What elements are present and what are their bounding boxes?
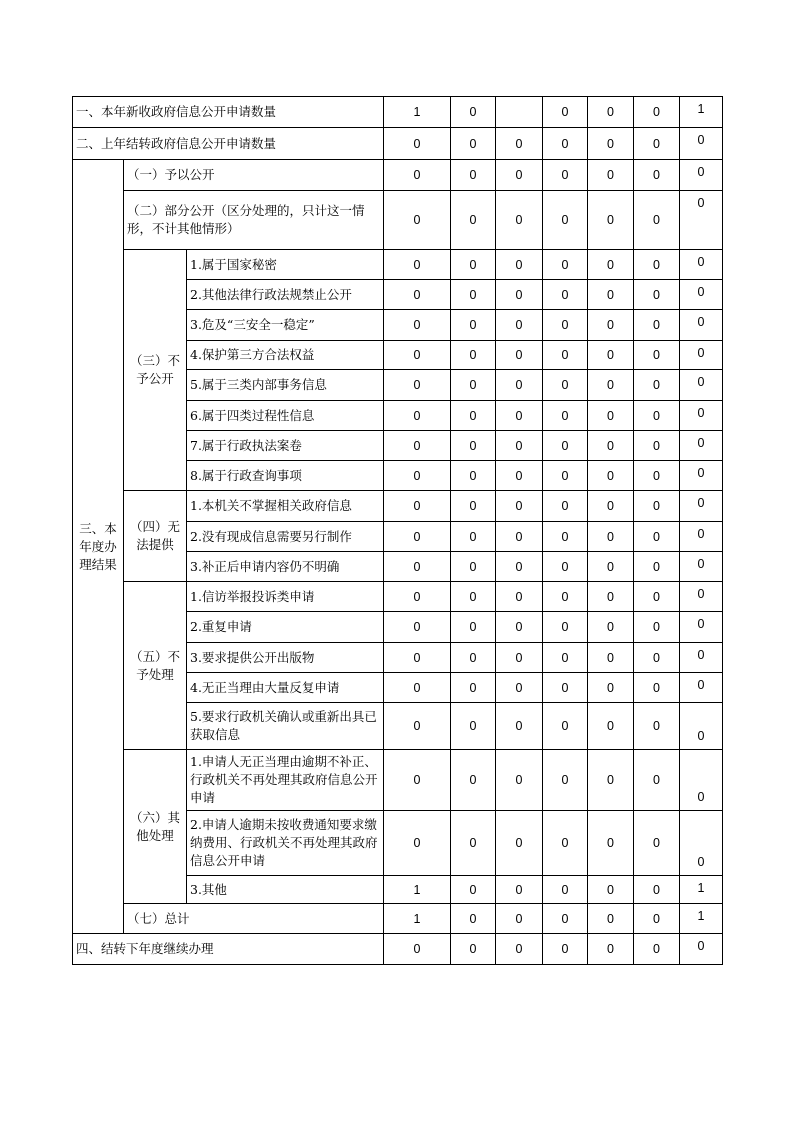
- table-row: [73, 904, 723, 934]
- value-cell: 0: [451, 191, 496, 250]
- value-cell: 0: [451, 491, 496, 522]
- row-label: 1.属于国家秘密: [187, 250, 384, 280]
- value-cell: 0: [496, 582, 543, 612]
- value-cell: 0: [680, 461, 723, 491]
- value-cell: 0: [588, 280, 634, 310]
- value-cell: 0: [543, 191, 588, 250]
- group-label: （三）不予公开: [124, 250, 187, 491]
- value-cell: 0: [451, 904, 496, 934]
- row-label: 5.要求行政机关确认或重新出具已获取信息: [187, 703, 384, 750]
- value-cell: 0: [634, 673, 680, 703]
- value-cell: 0: [588, 250, 634, 280]
- row-label: 1.信访举报投诉类申请: [187, 582, 384, 612]
- value-cell: 0: [543, 491, 588, 522]
- value-cell: 0: [680, 401, 723, 431]
- row-label: 2.申请人逾期未按收费通知要求缴纳费用、行政机关不再处理其政府信息公开申请: [187, 811, 384, 876]
- value-cell: 0: [634, 191, 680, 250]
- value-cell: 0: [588, 341, 634, 370]
- value-cell: 0: [680, 191, 723, 250]
- value-cell: 0: [543, 370, 588, 401]
- row-label: （七）总计: [124, 904, 384, 934]
- value-cell: 0: [680, 431, 723, 461]
- value-cell: 0: [451, 341, 496, 370]
- row-label: （二）部分公开（区分处理的，只计这一情形，不计其他情形）: [124, 191, 384, 250]
- group-label: （四）无法提供: [124, 491, 187, 582]
- value-cell: 0: [451, 160, 496, 191]
- value-cell: 0: [588, 160, 634, 191]
- value-cell: 0: [384, 582, 451, 612]
- table-row: [73, 934, 723, 965]
- row-label: 8.属于行政查询事项: [187, 461, 384, 491]
- section-3-label: 三、本年度办理结果: [73, 160, 124, 934]
- value-cell: 0: [384, 128, 451, 160]
- value-cell: 0: [496, 341, 543, 370]
- value-cell: 0: [543, 461, 588, 491]
- group-label: （六）其他处理: [124, 750, 187, 904]
- value-cell: 0: [384, 250, 451, 280]
- row-label: 4.保护第三方合法权益: [187, 341, 384, 370]
- value-cell: 0: [634, 370, 680, 401]
- value-cell: 0: [496, 128, 543, 160]
- value-cell: 0: [451, 934, 496, 965]
- value-cell: 0: [384, 401, 451, 431]
- value-cell: 0: [588, 552, 634, 582]
- value-cell: 0: [543, 160, 588, 191]
- value-cell: 0: [451, 612, 496, 643]
- value-cell: 0: [680, 341, 723, 370]
- row-label: 1.申请人无正当理由逾期不补正、行政机关不再处理其政府信息公开申请: [187, 750, 384, 811]
- value-cell: 0: [543, 934, 588, 965]
- value-cell: 0: [634, 431, 680, 461]
- value-cell: 0: [384, 491, 451, 522]
- value-cell: 0: [451, 280, 496, 310]
- value-cell: 0: [680, 491, 723, 522]
- value-cell: 0: [680, 310, 723, 341]
- value-cell: 0: [588, 128, 634, 160]
- value-cell: 0: [496, 904, 543, 934]
- row-label: 3.补正后申请内容仍不明确: [187, 552, 384, 582]
- value-cell: 0: [496, 703, 543, 750]
- value-cell: 0: [543, 250, 588, 280]
- value-cell: 0: [384, 461, 451, 491]
- value-cell: 0: [543, 582, 588, 612]
- value-cell: 0: [496, 552, 543, 582]
- value-cell: 0: [634, 160, 680, 191]
- value-cell: 0: [496, 643, 543, 673]
- value-cell: 0: [451, 310, 496, 341]
- value-cell: 0: [680, 643, 723, 673]
- value-cell: 1: [384, 876, 451, 904]
- value-cell: 0: [384, 643, 451, 673]
- value-cell: 0: [543, 904, 588, 934]
- value-cell: 0: [384, 191, 451, 250]
- table-row: [73, 582, 723, 612]
- value-cell: 0: [588, 612, 634, 643]
- value-cell: 0: [384, 341, 451, 370]
- value-cell: 0: [634, 280, 680, 310]
- value-cell: 0: [496, 160, 543, 191]
- value-cell: 0: [543, 750, 588, 811]
- value-cell: 0: [680, 811, 723, 876]
- row-label: 一、本年新收政府信息公开申请数量: [73, 97, 384, 128]
- value-cell: 0: [496, 811, 543, 876]
- value-cell: 0: [634, 904, 680, 934]
- value-cell: 0: [680, 582, 723, 612]
- value-cell: 0: [384, 703, 451, 750]
- row-label: 四、结转下年度继续办理: [73, 934, 384, 965]
- value-cell: 0: [451, 582, 496, 612]
- value-cell: 0: [451, 461, 496, 491]
- value-cell: 0: [634, 310, 680, 341]
- value-cell: 0: [680, 280, 723, 310]
- value-cell: 0: [384, 160, 451, 191]
- value-cell: 0: [543, 643, 588, 673]
- value-cell: 0: [543, 401, 588, 431]
- table-row: [73, 160, 723, 191]
- value-cell: 0: [588, 370, 634, 401]
- value-cell: 0: [384, 673, 451, 703]
- value-cell: 0: [451, 370, 496, 401]
- value-cell: 1: [384, 97, 451, 128]
- value-cell: 0: [384, 431, 451, 461]
- value-cell: 0: [496, 876, 543, 904]
- value-cell: 0: [588, 934, 634, 965]
- value-cell: 0: [543, 876, 588, 904]
- value-cell: 0: [634, 552, 680, 582]
- value-cell: 0: [634, 876, 680, 904]
- value-cell: 0: [634, 643, 680, 673]
- row-label: 7.属于行政执法案卷: [187, 431, 384, 461]
- value-cell: 0: [496, 310, 543, 341]
- value-cell: [496, 97, 543, 128]
- value-cell: 0: [451, 643, 496, 673]
- value-cell: 0: [451, 522, 496, 552]
- value-cell: 0: [496, 191, 543, 250]
- value-cell: 0: [634, 341, 680, 370]
- row-label: 2.其他法律行政法规禁止公开: [187, 280, 384, 310]
- value-cell: 0: [496, 612, 543, 643]
- value-cell: 1: [680, 904, 723, 934]
- value-cell: 0: [680, 128, 723, 160]
- value-cell: 0: [451, 431, 496, 461]
- value-cell: 0: [680, 703, 723, 750]
- value-cell: 0: [680, 934, 723, 965]
- value-cell: 0: [680, 750, 723, 811]
- value-cell: 0: [588, 522, 634, 552]
- value-cell: 0: [451, 250, 496, 280]
- value-cell: 0: [634, 703, 680, 750]
- table-row: [73, 491, 723, 522]
- value-cell: 0: [588, 582, 634, 612]
- row-label: 二、上年结转政府信息公开申请数量: [73, 128, 384, 160]
- value-cell: 0: [588, 97, 634, 128]
- value-cell: 0: [451, 876, 496, 904]
- value-cell: 0: [496, 431, 543, 461]
- value-cell: 1: [680, 876, 723, 904]
- table-row: [73, 250, 723, 280]
- value-cell: 0: [680, 673, 723, 703]
- value-cell: 0: [588, 811, 634, 876]
- value-cell: 0: [588, 310, 634, 341]
- value-cell: 0: [384, 310, 451, 341]
- value-cell: 0: [496, 750, 543, 811]
- value-cell: 0: [543, 522, 588, 552]
- value-cell: 0: [451, 811, 496, 876]
- value-cell: 0: [680, 160, 723, 191]
- value-cell: 0: [634, 612, 680, 643]
- value-cell: 0: [634, 461, 680, 491]
- value-cell: 0: [543, 431, 588, 461]
- value-cell: 0: [543, 552, 588, 582]
- value-cell: 0: [634, 811, 680, 876]
- value-cell: 0: [451, 552, 496, 582]
- row-label: 3.危及“三安全一稳定”: [187, 310, 384, 341]
- value-cell: 0: [680, 612, 723, 643]
- value-cell: 0: [384, 934, 451, 965]
- value-cell: 0: [543, 128, 588, 160]
- value-cell: 0: [543, 811, 588, 876]
- value-cell: 0: [588, 703, 634, 750]
- value-cell: 0: [588, 673, 634, 703]
- value-cell: 1: [384, 904, 451, 934]
- value-cell: 0: [634, 401, 680, 431]
- value-cell: 0: [680, 522, 723, 552]
- value-cell: 0: [496, 522, 543, 552]
- table-row: [73, 750, 723, 811]
- value-cell: 0: [680, 370, 723, 401]
- row-label: 4.无正当理由大量反复申请: [187, 673, 384, 703]
- value-cell: 0: [451, 673, 496, 703]
- value-cell: 0: [588, 876, 634, 904]
- value-cell: 0: [588, 904, 634, 934]
- value-cell: 0: [496, 280, 543, 310]
- value-cell: 0: [634, 250, 680, 280]
- row-label: 3.要求提供公开出版物: [187, 643, 384, 673]
- value-cell: 0: [634, 97, 680, 128]
- value-cell: 0: [496, 250, 543, 280]
- value-cell: 0: [634, 522, 680, 552]
- value-cell: 0: [451, 401, 496, 431]
- value-cell: 0: [588, 461, 634, 491]
- value-cell: 0: [680, 250, 723, 280]
- value-cell: 0: [384, 750, 451, 811]
- value-cell: 0: [543, 703, 588, 750]
- value-cell: 1: [680, 97, 723, 128]
- row-label: 2.没有现成信息需要另行制作: [187, 522, 384, 552]
- value-cell: 0: [384, 811, 451, 876]
- table-row: [73, 97, 723, 128]
- row-label: （一）予以公开: [124, 160, 384, 191]
- value-cell: 0: [588, 491, 634, 522]
- value-cell: 0: [496, 461, 543, 491]
- value-cell: 0: [634, 750, 680, 811]
- value-cell: 0: [451, 97, 496, 128]
- value-cell: 0: [543, 673, 588, 703]
- value-cell: 0: [384, 552, 451, 582]
- value-cell: 0: [496, 934, 543, 965]
- value-cell: 0: [451, 703, 496, 750]
- value-cell: 0: [543, 97, 588, 128]
- value-cell: 0: [543, 310, 588, 341]
- table-row: [73, 191, 723, 250]
- row-label: 5.属于三类内部事务信息: [187, 370, 384, 401]
- row-label: 1.本机关不掌握相关政府信息: [187, 491, 384, 522]
- value-cell: 0: [543, 341, 588, 370]
- value-cell: 0: [384, 612, 451, 643]
- value-cell: 0: [384, 370, 451, 401]
- value-cell: 0: [543, 280, 588, 310]
- value-cell: 0: [451, 128, 496, 160]
- value-cell: 0: [634, 491, 680, 522]
- value-cell: 0: [451, 750, 496, 811]
- value-cell: 0: [496, 491, 543, 522]
- value-cell: 0: [384, 522, 451, 552]
- table-row: [73, 128, 723, 160]
- value-cell: 0: [634, 128, 680, 160]
- value-cell: 0: [384, 280, 451, 310]
- value-cell: 0: [588, 750, 634, 811]
- value-cell: 0: [634, 934, 680, 965]
- value-cell: 0: [588, 401, 634, 431]
- value-cell: 0: [588, 643, 634, 673]
- value-cell: 0: [496, 401, 543, 431]
- value-cell: 0: [588, 191, 634, 250]
- group-label: （五）不予处理: [124, 582, 187, 750]
- value-cell: 0: [680, 552, 723, 582]
- value-cell: 0: [543, 612, 588, 643]
- row-label: 6.属于四类过程性信息: [187, 401, 384, 431]
- row-label: 3.其他: [187, 876, 384, 904]
- row-label: 2.重复申请: [187, 612, 384, 643]
- value-cell: 0: [496, 673, 543, 703]
- value-cell: 0: [634, 582, 680, 612]
- report-table: [72, 96, 723, 965]
- value-cell: 0: [588, 431, 634, 461]
- value-cell: 0: [496, 370, 543, 401]
